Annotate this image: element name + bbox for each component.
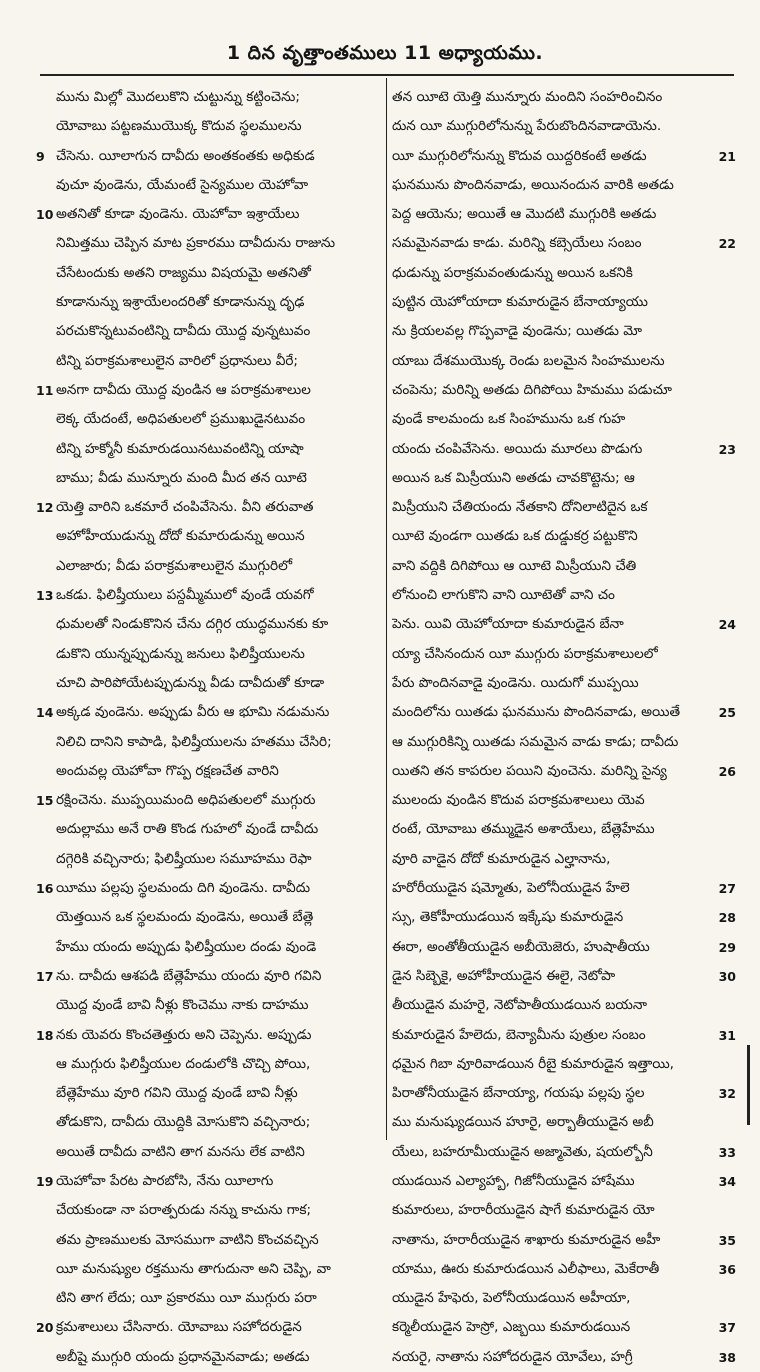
line-text: అక్కడ వుండెను. అప్పుడు వీరు ఆ భూమి నడుమను (56, 704, 330, 721)
verse-number: 19 (36, 1173, 54, 1189)
verse-number: 12 (36, 500, 54, 516)
text-line (36, 610, 380, 639)
line-text: అహోహీయుడున్ను దోదో కుమారుడున్ను అయిన (56, 528, 305, 545)
text-line (392, 229, 736, 258)
text-line (36, 962, 380, 991)
line-text: మిస్రీయుని చేతియందు నేతకాని దోనిలాటిదైన ఒక (392, 499, 648, 516)
text-line (36, 815, 380, 844)
line-text: వుచూ వుండెను, యేమంటే సైన్యముల యెహోవా (56, 176, 309, 193)
line-text: ధుడున్ను పరాక్రమవంతుడున్ను అయిన ఒకనికి (392, 264, 633, 281)
text-line (36, 171, 380, 200)
text-line (36, 259, 380, 288)
text-line (36, 552, 380, 581)
text-line (392, 493, 736, 522)
verse-number: 9 (36, 148, 45, 164)
line-text: నయరై, నాతాను సహోదరుడైన యోవేలు, హగ్రీ (392, 1348, 633, 1365)
text-line (392, 112, 736, 141)
verse-number: 22 (718, 236, 736, 252)
verse-number: 13 (36, 588, 54, 604)
text-line (392, 991, 736, 1020)
text-line (392, 933, 736, 962)
verse-number: 25 (718, 705, 736, 721)
line-text: యుడయిన ఎల్యాహ్బా, గిజోనీయుడైన హాషేము (392, 1172, 635, 1189)
line-text: బాము; వీడు మున్నూరు మంది మీద తన యీటె (56, 469, 307, 486)
text-line (36, 200, 380, 229)
text-line (392, 1284, 736, 1313)
text-line (392, 83, 736, 112)
line-text: అబీషై ముగ్గురి యందు ప్రధానమైనవాడు; అతడు (56, 1348, 310, 1365)
column-divider (386, 78, 387, 1140)
line-text: యాబు దేశముయొక్క రెండు బలమైన సింహములను (392, 352, 665, 369)
text-line (36, 317, 380, 346)
line-text: యీ మనుష్యుల రక్తమును తాగుదునా అని చెప్పి, వా (56, 1260, 331, 1277)
text-line (36, 522, 380, 551)
text-line (392, 288, 736, 317)
line-text: యొద్ద వుండే బావి నీళ్లు కొంచెము నాకు దాహము (56, 997, 309, 1014)
text-line (36, 1255, 380, 1284)
text-line (36, 874, 380, 903)
text-line (36, 933, 380, 962)
text-line (392, 1021, 736, 1050)
text-line (392, 728, 736, 757)
line-text: అదుల్లాము అనే రాతి కొండ గుహలో వుండే దావీదు (56, 821, 319, 838)
line-text: వూరి వాడైన దోదో కుమారుడైన ఎల్హానాను, (392, 850, 611, 867)
text-line (36, 1138, 380, 1167)
line-text: యేలు, బహరూమీయుడైన అజ్మావెతు, షయల్బోనీ (392, 1143, 653, 1160)
text-line (392, 903, 736, 932)
line-text: హేము యందు అప్పుడు ఫిలిష్తీయుల దండు వుండె (56, 938, 317, 955)
line-text: కూడానున్ను ఇశ్రాయేలందరితో కూడానున్ను దృఢ (56, 294, 305, 311)
text-line (392, 581, 736, 610)
text-line (36, 757, 380, 786)
text-line (392, 1108, 736, 1137)
verse-number: 11 (36, 382, 54, 398)
line-text: యెత్తయిన ఒక స్థలమందు వుండెను, అయితే బేత్లె (56, 909, 314, 926)
line-text: యితని తన కాపరుల పయిని వుంచెను. మరిన్ని సైన్య (392, 762, 667, 779)
line-text: ఘనమును పొందినవాడు, అయినందున వారికి అతడు (392, 176, 674, 193)
line-text: చంపెను; మరిన్ని అతడు దిగిపోయి హిమము పడుచూ (392, 381, 672, 398)
right-column (392, 83, 736, 1365)
line-text: కుమారుడైన హేలెదు, బెన్యామీను పుత్రుల సంబం (392, 1026, 646, 1043)
text-line (392, 317, 736, 346)
verse-number: 26 (718, 763, 736, 779)
verse-number: 29 (718, 939, 736, 955)
line-text: యీటె వుండగా యితడు ఒక దుడ్డుకర్ర పట్టుకొని (392, 528, 638, 545)
verse-number: 31 (718, 1027, 736, 1043)
text-line (392, 1343, 736, 1372)
line-text: పుట్టిన యెహోయాదా కుమారుడైన బేనాయ్యాయు (392, 294, 648, 311)
verse-number: 38 (718, 1349, 736, 1365)
text-line (392, 815, 736, 844)
text-line (36, 1284, 380, 1313)
line-text: పెను. యివి యెహోయాదా కుమారుడైన బేనా (392, 616, 624, 633)
line-text: అయిన ఒక మిస్రీయుని అతడు చావకొట్టెను; ఆ (392, 469, 635, 486)
text-line (392, 698, 736, 727)
line-text: చూచి పారిపోయేటప్పుడున్ను వీడు దావీదుతో కూడా (56, 674, 325, 691)
line-text: చేసెను. యీలాగున దావీదు అంతకంతకు అధికుడ (56, 147, 315, 164)
text-line (392, 874, 736, 903)
verse-number: 24 (718, 617, 736, 633)
text-line (392, 522, 736, 551)
line-text: పిరాతోనీయుడైన బేనాయ్యా, గయషు పల్లపు స్థల (392, 1085, 645, 1102)
text-line (36, 1196, 380, 1225)
line-text: యెత్తి వారిని ఒకమారే చంపివేసెను. వీని తరువాత (56, 499, 314, 516)
line-text: రక్షించెను. ముప్పయిమంది అధిపతులలో ముగ్గురు (56, 792, 316, 809)
verse-number: 37 (718, 1320, 736, 1336)
text-line (36, 347, 380, 376)
header-rule (40, 74, 734, 76)
line-text: యుడైన హేఫెరు, పెలోనీయుడయిన అహీయా, (392, 1290, 631, 1307)
verse-number: 35 (718, 1232, 736, 1248)
page-title: 1 దిన వృత్తాంతములు 11 అధ్యాయము. (226, 42, 544, 64)
line-text: తమ ప్రాణములకు మోసముగా వాటిని కొంచవచ్చిన (56, 1231, 319, 1248)
text-line (36, 435, 380, 464)
text-line (392, 347, 736, 376)
line-text: యందు చంపివేసెను. అయిదు మూరలు పొడుగు (392, 440, 643, 457)
text-line (36, 229, 380, 258)
text-line (36, 1226, 380, 1255)
verse-number: 20 (36, 1320, 54, 1336)
text-line (392, 552, 736, 581)
line-text: యెహోవా పేరట పారబోసి, నేను యీలాగు (56, 1172, 274, 1189)
text-line (36, 1313, 380, 1342)
text-line (36, 1021, 380, 1050)
line-text: అతనితో కూడా వుండెను. యెహోవా ఇశ్రాయేలు (56, 206, 300, 223)
line-text: తోడుకొని, దావీదు యొద్దికి మోసుకొని వచ్చినారు; (56, 1114, 311, 1131)
line-text: యీ ముగ్గురిలోనున్ను కొదువ యిద్దరికంటే అతడు (392, 147, 647, 164)
line-text: తీయుడైన మహరై, నెటోపాతీయుడయిన బయనా (392, 997, 648, 1014)
text-line (392, 376, 736, 405)
line-text: ఆ ముగ్గురికిన్ని యితడు సమమైన వాడు కాడు; దావీదు (392, 733, 679, 750)
line-text: అయితే దావీదు వాటిని తాగ మనసు లేక వాటిని (56, 1143, 305, 1160)
text-line (392, 464, 736, 493)
line-text: య్యా చేసినందున యీ ముగ్గురు పరాక్రమశాలులలో (392, 645, 658, 662)
text-line (392, 142, 736, 171)
text-line (36, 640, 380, 669)
text-line (392, 259, 736, 288)
line-text: నకు యెవరు కొంచతెత్తురు అని చెప్పెను. అప్పుడు (56, 1026, 312, 1043)
line-text: నిమిత్తము చెప్పిన మాట ప్రకారము దావీదును రాజును (56, 235, 336, 252)
verse-number: 30 (718, 968, 736, 984)
text-line (36, 405, 380, 434)
line-text: నిలిచి దానిని కాపాడి, ఫిలిష్తీయులను హతము చేసిరి; (56, 733, 332, 750)
text-line (392, 640, 736, 669)
text-line (392, 669, 736, 698)
line-text: చేసేటందుకు అతని రాజ్యము విషయమై అతనితో (56, 264, 311, 281)
line-text: స్సు, తెకోహీయుడయిన ఇక్కేషు కుమారుడైన (392, 909, 624, 926)
text-line (36, 83, 380, 112)
text-line (36, 1079, 380, 1108)
line-text: టిన్ని హక్మోనీ కుమారుడయినటువంటిన్ని యాషా (56, 440, 304, 457)
line-text: సమమైనవాడు కాడు. మరిన్ని కబ్సెయేలు సంబం (392, 235, 642, 252)
line-text: ధుమలతో నిండుకొనిన చేను దగ్గిర యుద్ధమునకు కూ (56, 616, 329, 633)
verse-number: 10 (36, 207, 54, 223)
line-text: లెక్క యేదంటే, అధిపతులలో ప్రముఖుడైనటువం (56, 411, 306, 428)
text-line (392, 171, 736, 200)
text-line (36, 288, 380, 317)
text-line (392, 1167, 736, 1196)
text-line (392, 1138, 736, 1167)
text-line (36, 1108, 380, 1137)
margin-mark (747, 1045, 750, 1125)
verse-number: 17 (36, 968, 54, 984)
line-text: బేత్లెహేము వూరి గవిని యొద్ద వుండే బావి నీళ్లు (56, 1085, 298, 1102)
line-text: దగ్గెరికి వచ్చినారు; ఫిలిష్తీయుల సమూహము రెఫా (56, 850, 312, 867)
text-line (36, 581, 380, 610)
text-line (36, 1167, 380, 1196)
text-line (392, 757, 736, 786)
text-line (392, 845, 736, 874)
text-line (36, 376, 380, 405)
verse-number: 15 (36, 793, 54, 809)
line-text: యీము పల్లపు స్థలమందు దిగి వుండెను. దావీదు (56, 880, 311, 897)
line-text: ను. దావీదు ఆశపడి బేత్లెహేము యందు వూరి గవిని (56, 967, 322, 984)
text-line (36, 698, 380, 727)
line-text: రంటే, యోవాబు తమ్ముడైన అశాయేలు, బేత్లెహేము (392, 821, 655, 838)
text-line (392, 1050, 736, 1079)
text-line (392, 1079, 736, 1108)
line-text: అనగా దావీదు యొద్ద వుండిన ఆ పరాక్రమశాలుల (56, 381, 311, 398)
text-line (392, 405, 736, 434)
line-text: అందువల్ల యెహోవా గొప్ప రక్షణచేత వారిని (56, 762, 279, 779)
text-line (392, 1196, 736, 1225)
verse-number: 16 (36, 881, 54, 897)
text-line (36, 669, 380, 698)
text-line (36, 112, 380, 141)
text-line (36, 728, 380, 757)
line-text: టిన్ని పరాక్రమశాలులైన వారిలో ప్రధానులు వీరే; (56, 352, 299, 369)
text-line (36, 464, 380, 493)
line-text: ధమైన గిబా వూరివాడయిన రీబై కుమారుడైన ఇత్తాయి, (392, 1055, 675, 1072)
line-text: లోనుంచి లాగుకొని వాని యీటెతో వాని చం (392, 587, 615, 604)
line-text: కుమారులు, హరారీయుడైన షాగే కుమారుడైన యో (392, 1202, 655, 1219)
line-text: తన యీటె యెత్తి మున్నూరు మందిని సంహరించినం (392, 89, 663, 105)
line-text: డుకొని యున్నప్పుడున్ను జనులు ఫిలిష్తీయులను (56, 645, 305, 662)
text-line (36, 845, 380, 874)
verse-number: 23 (718, 441, 736, 457)
line-text: డైన సిబ్బెకై, అహోహీయుడైన ఈలై, నెటోపా (392, 967, 616, 984)
verse-number: 14 (36, 705, 54, 721)
verse-number: 18 (36, 1027, 54, 1043)
line-text: ఒకడు. ఫిలిష్తీయులు పస్దమ్మీములో వుండే యవగో (56, 587, 314, 604)
text-line (36, 493, 380, 522)
text-line (36, 903, 380, 932)
line-text: ఆ ముగ్గురు ఫిలిష్తీయుల దండులోకి చొచ్చి పోయి, (56, 1055, 311, 1072)
line-text: ములందు వుండిన కొదువ పరాక్రమశాలులు యెవ (392, 792, 645, 809)
text-line (36, 991, 380, 1020)
line-text: ఎలాజారు; వీడు పరాక్రమశాలులైన ముగ్గురిలో (56, 557, 293, 574)
text-line (392, 1255, 736, 1284)
line-text: కర్మెలీయుడైన హెస్రో, ఎజ్బయి కుమారుడయిన (392, 1319, 631, 1336)
text-line (36, 142, 380, 171)
verse-number: 33 (718, 1144, 736, 1160)
line-text: మందిలోను యితడు ఘనమును పొందినవాడు, అయితే (392, 704, 681, 721)
text-line (392, 786, 736, 815)
line-text: హరోరీయుడైన షమ్మోతు, పెలోనీయుడైన హేలె (392, 880, 630, 897)
line-text: ను క్రియలవల్ల గొప్పవాడై వుండెను; యితడు మో (392, 323, 642, 340)
line-text: యోవాబు పట్టణముయొక్క కొదువ స్థలములను (56, 118, 302, 135)
line-text: పెద్ద ఆయెను; అయితే ఆ మొదటి ముగ్గురికి అతడు (392, 206, 657, 223)
line-text: టిని తాగ లేదు; యీ ప్రకారము యీ ముగ్గురు పరా (56, 1290, 317, 1307)
line-text: వాని వద్దికి దిగిపోయి ఆ యీటె మిస్రీయుని చేతి (392, 557, 637, 574)
text-line (392, 200, 736, 229)
text-line (392, 1226, 736, 1255)
line-text: దున యీ ముగ్గురిలోనున్ను పేరుబొందినవాడాయెను. (392, 118, 662, 135)
line-text: పేరు పొందినవాడై వుండెను. యిదుగో ముప్పయి (392, 674, 639, 691)
text-line (392, 962, 736, 991)
text-line (392, 1313, 736, 1342)
line-text: పరచుకొన్నటువంటిన్ని దావీదు యొద్ద వున్నటువం (56, 323, 311, 340)
line-text: చేయకుండా నా పరాత్పరుడు నన్ను కాచును గాక; (56, 1202, 312, 1219)
text-line (36, 1050, 380, 1079)
line-text: యాము, ఊరు కుమారుడయిన ఎలీఫాలు, మెకేరాతీ (392, 1260, 660, 1277)
line-text: నాతాను, హరారీయుడైన శాఖారు కుమారుడైన అహీ (392, 1231, 661, 1248)
line-text: ఈరా, అంతోతీయుడైన అబీయెజెరు, హుషాతీయు (392, 938, 650, 955)
verse-number: 36 (718, 1261, 736, 1277)
line-text: మును మిల్లో మొదలుకొని చుట్టున్ను కట్టించెను; (56, 89, 300, 105)
verse-number: 27 (718, 881, 736, 897)
text-line (392, 435, 736, 464)
text-line (392, 610, 736, 639)
verse-number: 32 (718, 1086, 736, 1102)
verse-number: 28 (718, 910, 736, 926)
line-text: ము మనుష్యుడయిన హూరై, అర్బాతీయుడైన అబీ (392, 1114, 654, 1131)
text-line (36, 786, 380, 815)
verse-number: 21 (718, 148, 736, 164)
verse-number: 34 (718, 1173, 736, 1189)
line-text: క్రమశాలులు చేసినారు. యోవాబు సహోదరుడైన (56, 1319, 302, 1336)
left-column (36, 83, 380, 1365)
text-line (36, 1343, 380, 1372)
line-text: వుండే కాలమందు ఒక సింహమును ఒక గుహ (392, 411, 626, 428)
